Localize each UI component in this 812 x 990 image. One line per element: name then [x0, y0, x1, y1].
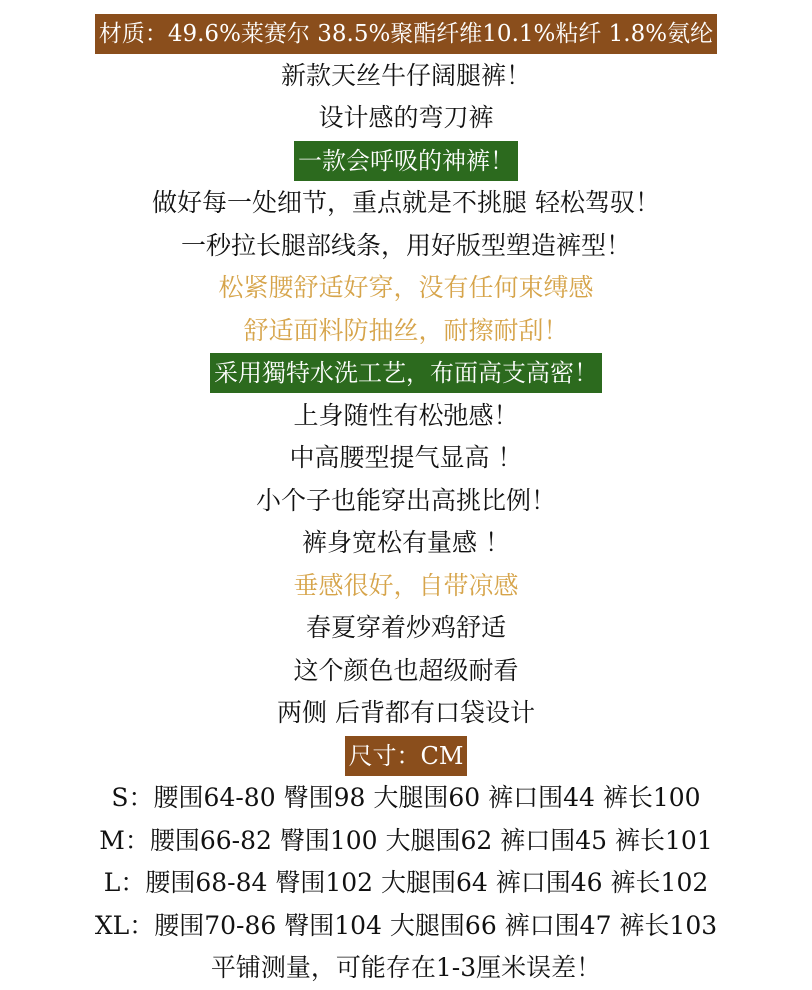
desc-line-16: 两侧 后背都有口袋设计: [277, 698, 535, 727]
gold-line-2: 舒适面料防抽丝，耐擦耐刮！: [243, 315, 569, 345]
material-banner: 材质：49.6%莱赛尔 38.5%聚酯纤维10.1%粘纤 1.8%氨纶: [95, 14, 717, 54]
desc-line-15: 这个颜色也超级耐看: [293, 655, 519, 685]
size-row-m: M：腰围66-82 臀围100 大腿围62 裤口围45 裤长101: [99, 825, 713, 855]
green-banner-wash: 采用獨特水洗工艺，布面高支高密！: [210, 353, 602, 393]
desc-line-14: 春夏穿着炒鸡舒适: [305, 613, 506, 642]
gold-line-3: 垂感很好，自带凉感: [293, 570, 519, 600]
size-row-s: S：腰围64-80 臀围98 大腿围60 裤口围44 裤长100: [111, 783, 701, 812]
material-line: [95, 12, 717, 55]
size-title-line: [345, 735, 468, 778]
desc-line-9: 上身随性有松弛感！: [293, 400, 519, 430]
size-row-xl: XL：腰围70-86 臀围104 大腿围66 裤口围47 裤长103: [94, 910, 718, 940]
desc-line-5: 一秒拉长腿部线条，用好版型塑造裤型！: [180, 230, 631, 260]
size-row-l: L：腰围68-84 臀围102 大腿围64 裤口围46 裤长102: [103, 868, 709, 897]
green-banner-breathable: 一款会呼吸的神裤！: [294, 141, 518, 181]
size-title-banner: 尺寸：CM: [345, 736, 468, 776]
desc-line-1: 新款天丝牛仔阔腿裤！: [280, 60, 531, 90]
gold-line-1: 松紧腰舒适好穿，没有任何束缚感: [218, 273, 594, 302]
highlight-line-1: [294, 140, 518, 183]
footnote-line: 平铺测量，可能存在1-3厘米误差！: [210, 953, 602, 982]
highlight-line-2: [210, 352, 602, 395]
desc-line-10: 中高腰型提气显高 ！: [289, 443, 523, 472]
desc-line-11: 小个子也能穿出高挑比例！: [255, 485, 556, 515]
desc-line-2: 设计感的弯刀裤: [318, 103, 494, 132]
desc-line-4: 做好每一处细节，重点就是不挑腿 轻松驾驭！: [152, 188, 660, 217]
desc-line-12: 裤身宽松有量感 ！: [302, 528, 510, 557]
